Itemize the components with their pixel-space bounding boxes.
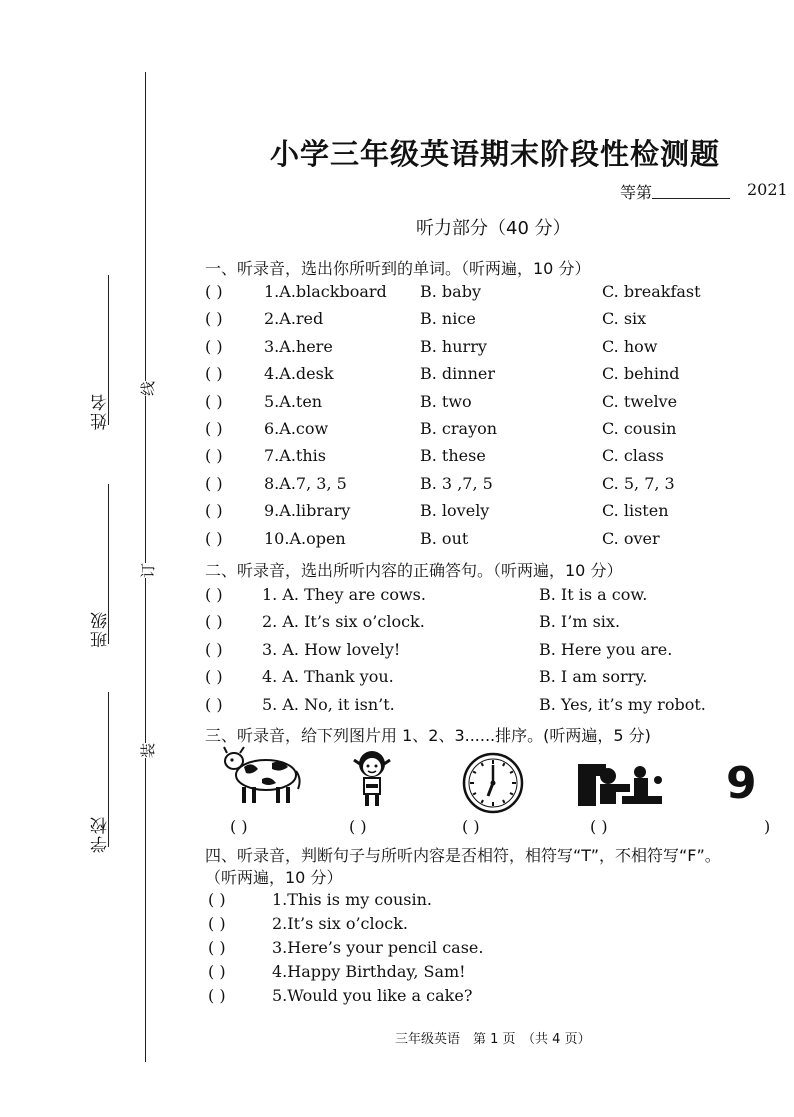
answer-blank[interactable]: ( ) [208,962,226,981]
number-nine-icon: 9 [726,758,757,809]
option-a: 7.A.this [264,446,326,466]
option-c: C. listen [602,501,669,521]
option-a: 5.A.ten [264,391,323,411]
option-b: B. hurry [420,336,487,356]
section4-heading: 四、听录音，判断句子与所听内容是否相符，相符写“T”，不相符写“F”。 [205,846,721,865]
option-a: 2. A. It’s six o’clock. [262,612,425,632]
option-a: 3. A. How lovely! [262,639,401,659]
answer-blank[interactable]: ( ) [205,336,223,356]
answer-blank[interactable]: ( ) [208,914,226,933]
option-a: 2.A.red [264,309,324,329]
option-c: C. over [602,528,660,548]
girl-icon [350,748,394,808]
family-icon [576,762,666,808]
statement: 4.Happy Birthday, Sam! [272,962,466,981]
section3-heading: 三、听录音，给下列图片用 1、2、3......排序。(听两遍，5 分) [205,726,651,745]
option-b: B. two [420,391,472,411]
statement: 5.Would you like a cake? [272,986,473,1005]
option-c: C. breakfast [602,282,701,301]
option-c: C. six [602,309,647,329]
option-b: B. It is a cow. [539,585,648,604]
grade-blank [652,198,730,199]
page-footer: 三年级英语 第 1 页 （共 4 页） [395,1032,591,1047]
clock-icon [462,752,524,814]
name-label: 姓名 [91,392,111,430]
option-b: B. crayon [420,419,498,438]
grade-label: 等第 [620,183,653,202]
option-a: 9.A.library [264,501,351,521]
year: 2021 [747,180,788,199]
answer-blank[interactable]: ( ) [208,938,226,957]
answer-blank[interactable]: ( ) [205,309,223,329]
section1-heading: 一、听录音，选出你所听到的单词。（听两遍，10 分） [205,259,591,278]
option-a: 4. A. Thank you. [262,667,394,687]
option-b: B. nice [420,309,476,329]
answer-blank[interactable]: ( ) [205,473,223,493]
school-blank [108,692,109,847]
option-a: 3.A.here [264,336,333,356]
section4-heading-2: （听两遍，10 分） [205,868,343,887]
option-a: 8.A.7, 3, 5 [264,473,347,493]
option-a: 4.A.desk [264,364,334,384]
option-b: B. I am sorry. [539,667,648,687]
option-a: 10.A.open [264,528,346,548]
option-a: 6.A.cow [264,419,329,438]
answer-blank[interactable]: ( ) [208,890,226,909]
answer-blank[interactable]: ( ) [205,419,223,438]
class-blank [108,484,109,644]
answer-blank[interactable]: ( ) [205,282,223,301]
school-label: 学校 [91,815,111,853]
statement: 1.This is my cousin. [272,890,432,909]
answer-blank[interactable]: ( ) [205,364,223,384]
option-c: C. cousin [602,419,677,438]
option-b: B. Yes, it’s my robot. [539,694,706,714]
statement: 2.It’s six o’clock. [272,914,409,933]
option-b: B. these [420,446,486,466]
picture-order-blank[interactable]: ( ) [230,817,248,836]
option-c: C. behind [602,364,680,384]
answer-blank[interactable]: ( ) [205,585,223,604]
cow-icon [222,745,304,807]
binding-mark-line: 线 [139,380,158,397]
option-b: B. 3 ,7, 5 [420,473,493,493]
option-c: C. twelve [602,391,678,411]
option-c: C. how [602,336,658,356]
answer-blank[interactable]: ( ) [205,694,223,714]
answer-blank[interactable]: ( ) [205,446,223,466]
picture-order-blank[interactable]: ( ) [349,817,367,836]
option-a: 1.A.blackboard [264,282,387,301]
picture-order-blank[interactable]: ( ) [590,817,608,836]
page-title: 小学三年级英语期末阶段性检测题 [270,137,721,171]
option-b: B. baby [420,282,481,301]
option-b: B. dinner [420,364,496,384]
picture-order-blank[interactable]: ) [764,817,771,836]
binding-mark-order: 订 [139,562,158,579]
answer-blank[interactable]: ( ) [205,501,223,521]
option-a: 1. A. They are cows. [262,585,426,604]
answer-blank[interactable]: ( ) [205,528,223,548]
option-b: B. I’m six. [539,612,621,632]
statement: 3.Here’s your pencil case. [272,938,484,957]
option-b: B. Here you are. [539,639,673,659]
answer-blank[interactable]: ( ) [205,612,223,632]
option-c: C. class [602,446,664,466]
class-label: 班级 [91,610,111,648]
answer-blank[interactable]: ( ) [205,639,223,659]
picture-order-blank[interactable]: ( ) [462,817,480,836]
binding-mark-pack: 装 [139,742,158,759]
option-c: C. 5, 7, 3 [602,473,675,493]
answer-blank[interactable]: ( ) [205,391,223,411]
listening-part-title: 听力部分（40 分） [416,218,571,239]
section2-heading: 二、听录音，选出所听内容的正确答句。（听两遍，10 分） [205,561,623,580]
answer-blank[interactable]: ( ) [208,986,226,1005]
option-b: B. lovely [420,501,490,521]
answer-blank[interactable]: ( ) [205,667,223,687]
name-blank [108,275,109,425]
option-a: 5. A. No, it isn’t. [262,694,395,714]
option-b: B. out [420,528,469,548]
